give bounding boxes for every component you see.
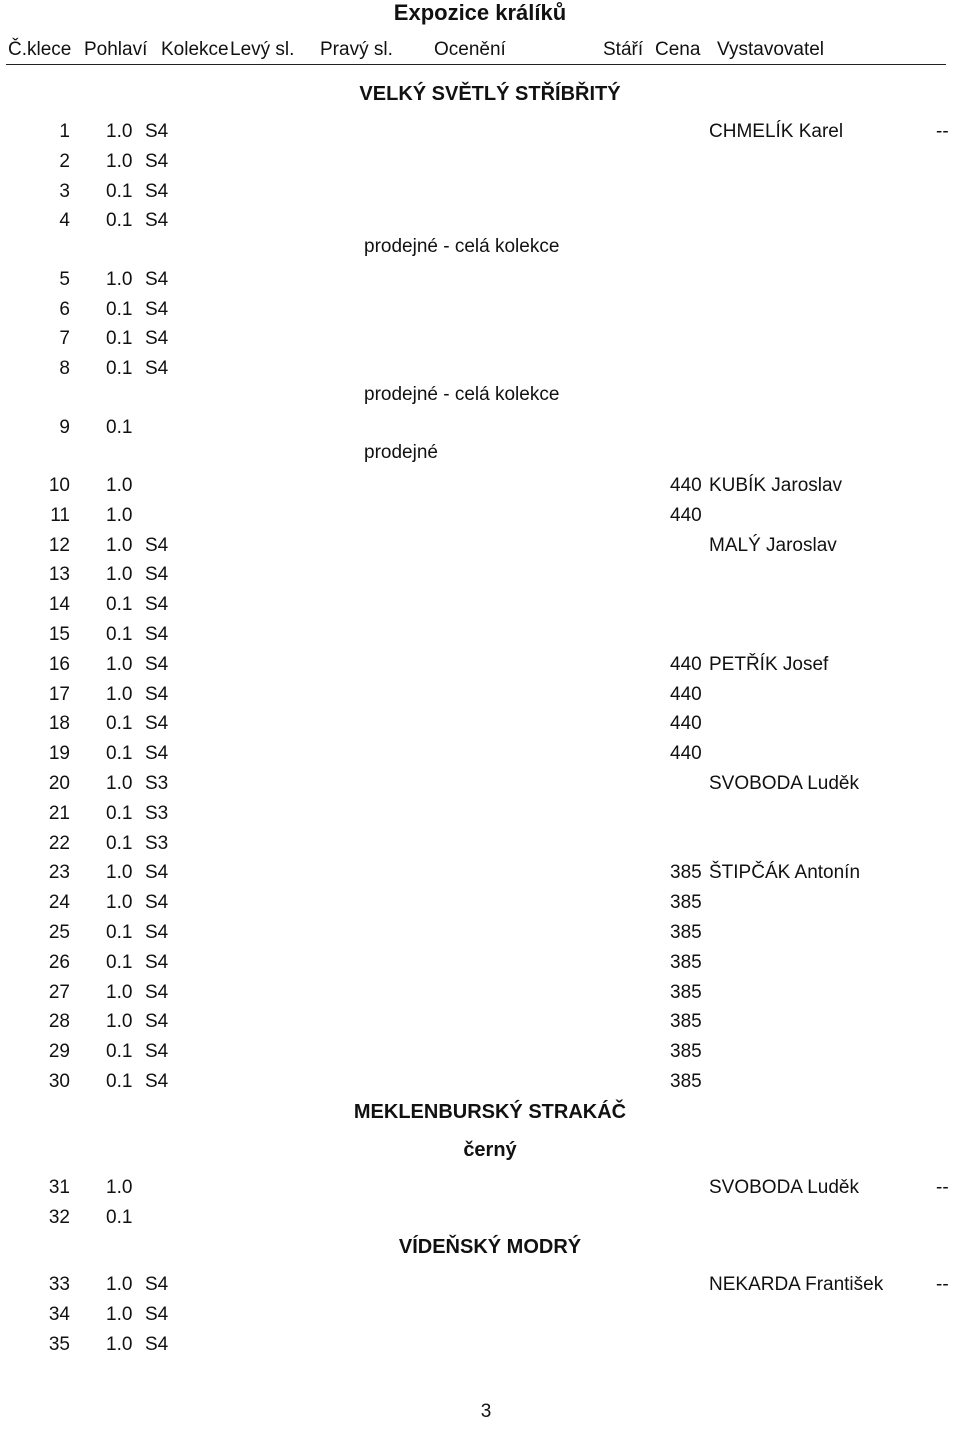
header-age: Stáří — [603, 39, 644, 60]
cage-number: 13 — [48, 564, 70, 586]
sex-code: 1.0 — [106, 1274, 133, 1296]
collection-code: S4 — [145, 268, 169, 290]
sex-code: 0.1 — [106, 1071, 133, 1092]
cage-number: 17 — [48, 683, 70, 705]
sex-code: 1.0 — [106, 773, 133, 794]
header-award: Ocenění — [434, 39, 506, 60]
collection-code: S4 — [145, 1274, 169, 1296]
cage-number: 31 — [48, 1176, 70, 1198]
sex-code: 1.0 — [106, 653, 133, 675]
sex-code: 0.1 — [106, 594, 133, 616]
sex-code: 1.0 — [106, 121, 133, 142]
sex-code: 1.0 — [106, 981, 133, 1003]
section-heading: VELKÝ SVĚTLÝ STŘÍBŘITÝ — [359, 83, 621, 105]
collection-code: S3 — [145, 832, 169, 854]
collection-code: S4 — [145, 922, 169, 943]
sex-code: 1.0 — [106, 1011, 133, 1033]
cage-number: 9 — [59, 416, 70, 438]
cage-number: 34 — [48, 1304, 70, 1326]
collection-code: S4 — [145, 1304, 169, 1326]
age-placeholder: -- — [936, 1274, 949, 1296]
cage-number: 30 — [48, 1071, 70, 1092]
sex-code: 0.1 — [106, 298, 133, 320]
sex-code: 0.1 — [106, 713, 133, 735]
cage-number: 18 — [48, 713, 70, 735]
sex-code: 0.1 — [106, 416, 133, 438]
collection-code: S4 — [145, 210, 169, 232]
cage-number: 12 — [48, 534, 70, 556]
header-right-col: Pravý sl. — [320, 39, 393, 60]
cage-number: 28 — [48, 1011, 70, 1033]
header-divider — [6, 64, 946, 65]
cage-number: 6 — [59, 298, 70, 320]
collection-code: S4 — [145, 150, 169, 172]
sex-code: 1.0 — [106, 534, 133, 556]
sex-code: 0.1 — [106, 358, 133, 380]
sex-code: 0.1 — [106, 951, 133, 973]
price: 440 — [670, 475, 702, 496]
collection-code: S4 — [145, 713, 169, 735]
price: 385 — [670, 1041, 702, 1063]
cage-number: 26 — [48, 951, 70, 973]
collection-code: S4 — [145, 358, 169, 380]
cage-number: 10 — [48, 475, 70, 496]
price: 440 — [670, 713, 702, 735]
section-heading: MEKLENBURSKÝ STRAKÁČ — [353, 1100, 627, 1123]
price: 440 — [670, 653, 702, 675]
header-exhibitor: Vystavovatel — [717, 39, 825, 60]
price: 440 — [670, 504, 702, 526]
collection-code: S4 — [145, 121, 169, 142]
header-sex: Pohlaví — [84, 39, 148, 60]
exhibitor-name: SVOBODA Luděk — [709, 773, 859, 794]
age-placeholder: -- — [936, 1176, 949, 1198]
section-heading: VÍDEŇSKÝ MODRÝ — [398, 1236, 582, 1259]
cage-number: 2 — [59, 150, 70, 172]
section-heading: černý — [463, 1138, 517, 1161]
collection-code: S4 — [145, 1071, 169, 1092]
collection-code: S4 — [145, 951, 169, 973]
collection-code: S4 — [145, 743, 169, 765]
sex-code: 0.1 — [106, 624, 133, 645]
cage-number: 3 — [59, 180, 70, 202]
collection-code: S4 — [145, 683, 169, 705]
sex-code: 0.1 — [106, 922, 133, 943]
collection-code: S4 — [145, 1041, 169, 1063]
cage-number: 24 — [48, 892, 70, 914]
sex-code: 0.1 — [106, 328, 133, 350]
cage-number: 29 — [48, 1041, 70, 1063]
sex-code: 0.1 — [106, 832, 133, 854]
age-placeholder: -- — [936, 121, 949, 142]
sale-note: prodejné — [364, 442, 438, 464]
sex-code: 0.1 — [106, 1206, 133, 1228]
sex-code: 1.0 — [106, 475, 133, 496]
header-collection: Kolekce — [161, 39, 229, 60]
cage-number: 21 — [48, 802, 70, 824]
price: 385 — [670, 922, 702, 943]
collection-code: S4 — [145, 862, 169, 884]
cage-number: 5 — [59, 268, 70, 290]
cage-number: 4 — [59, 210, 70, 232]
sex-code: 1.0 — [106, 862, 133, 884]
sex-code: 1.0 — [106, 892, 133, 914]
collection-code: S4 — [145, 180, 169, 202]
cage-number: 35 — [48, 1334, 70, 1355]
sex-code: 1.0 — [106, 683, 133, 705]
header-cage-number: Č.klece — [8, 39, 72, 60]
sex-code: 1.0 — [106, 504, 133, 526]
exhibitor-name: CHMELÍK Karel — [709, 121, 844, 142]
sex-code: 1.0 — [106, 1334, 133, 1355]
price: 440 — [670, 743, 702, 765]
cage-number: 16 — [48, 653, 70, 675]
sex-code: 0.1 — [106, 210, 133, 232]
cage-number: 32 — [48, 1206, 70, 1228]
collection-code: S4 — [145, 564, 169, 586]
collection-code: S4 — [145, 1334, 169, 1355]
exhibitor-name: SVOBODA Luděk — [709, 1176, 859, 1198]
header-left-col: Levý sl. — [230, 39, 295, 60]
sex-code: 1.0 — [106, 268, 133, 290]
sex-code: 0.1 — [106, 180, 133, 202]
sex-code: 1.0 — [106, 564, 133, 586]
exhibitor-name: MALÝ Jaroslav — [709, 534, 837, 556]
cage-number: 27 — [48, 981, 70, 1003]
sale-note: prodejné - celá kolekce — [364, 384, 560, 405]
collection-code: S4 — [145, 653, 169, 675]
collection-code: S3 — [145, 773, 169, 794]
exhibitor-name: PETŘÍK Josef — [709, 653, 829, 675]
collection-code: S4 — [145, 1011, 169, 1033]
sex-code: 1.0 — [106, 150, 133, 172]
price: 385 — [670, 951, 702, 973]
collection-code: S4 — [145, 534, 169, 556]
cage-number: 23 — [48, 862, 70, 884]
sale-note: prodejné - celá kolekce — [364, 236, 560, 258]
price: 385 — [670, 1011, 702, 1033]
cage-number: 1 — [59, 121, 70, 142]
price: 385 — [670, 892, 702, 914]
exhibitor-name: NEKARDA František — [709, 1274, 884, 1296]
collection-code: S4 — [145, 328, 169, 350]
cage-number: 33 — [48, 1274, 70, 1296]
price: 385 — [670, 1071, 702, 1092]
exhibitor-name: ŠTIPČÁK Antonín — [709, 862, 861, 884]
sex-code: 1.0 — [106, 1176, 133, 1198]
collection-code: S4 — [145, 624, 169, 645]
collection-code: S4 — [145, 298, 169, 320]
collection-code: S3 — [145, 802, 169, 824]
collection-code: S4 — [145, 981, 169, 1003]
page-number: 3 — [480, 1401, 492, 1422]
cage-number: 15 — [48, 624, 70, 645]
collection-code: S4 — [145, 892, 169, 914]
price: 385 — [670, 862, 702, 884]
sex-code: 0.1 — [106, 1041, 133, 1063]
sex-code: 0.1 — [106, 802, 133, 824]
sex-code: 1.0 — [106, 1304, 133, 1326]
cage-number: 11 — [50, 504, 70, 526]
price: 385 — [670, 981, 702, 1003]
cage-number: 22 — [48, 832, 70, 854]
cage-number: 7 — [59, 328, 70, 350]
cage-number: 25 — [48, 922, 70, 943]
price: 440 — [670, 683, 702, 705]
cage-number: 8 — [59, 358, 70, 380]
cage-number: 14 — [48, 594, 70, 616]
sex-code: 0.1 — [106, 743, 133, 765]
collection-code: S4 — [145, 594, 169, 616]
exhibitor-name: KUBÍK Jaroslav — [709, 475, 843, 496]
document-title: Expozice králíků — [393, 0, 567, 25]
header-price: Cena — [655, 39, 701, 60]
cage-number: 19 — [48, 743, 70, 765]
cage-number: 20 — [48, 773, 70, 794]
